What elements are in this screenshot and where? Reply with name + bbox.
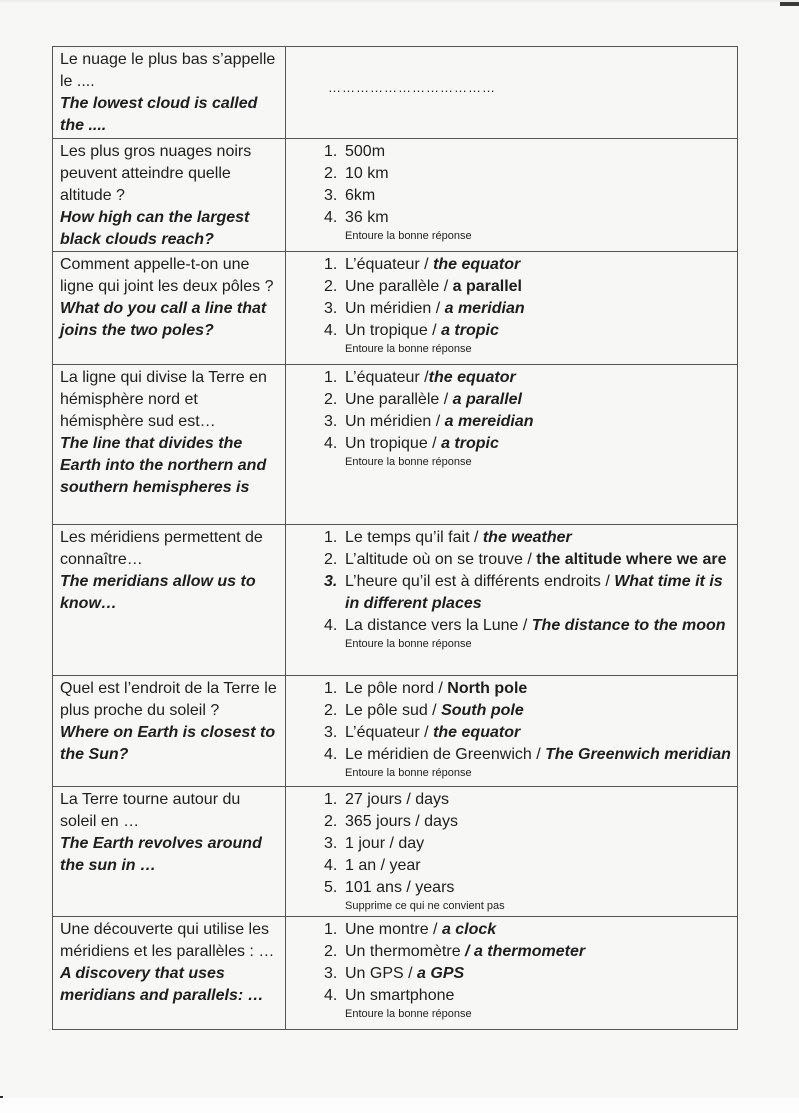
- question-cell: [53, 525, 286, 676]
- option[interactable]: [326, 722, 731, 744]
- option-en: a meridian: [444, 300, 525, 317]
- instruction: Entoure la bonne réponse: [345, 1008, 472, 1020]
- option[interactable]: [326, 919, 731, 941]
- option[interactable]: [326, 985, 731, 1007]
- question-en: The meridians allow us to know…: [60, 573, 256, 612]
- quiz-row: [53, 525, 738, 676]
- option-en: / a thermometer: [465, 943, 586, 960]
- option-number: 1.: [324, 791, 338, 808]
- question-cell: [53, 47, 286, 139]
- answer-cell: [286, 252, 738, 365]
- instruction: Entoure la bonne réponse: [345, 456, 472, 468]
- option-number: 1.: [324, 529, 338, 546]
- option-number: 4.: [324, 617, 338, 634]
- options-list: [326, 367, 731, 455]
- option-en: a mereidian: [444, 413, 534, 430]
- option-number: 4.: [324, 857, 338, 874]
- option[interactable]: [326, 276, 731, 298]
- quiz-row: [53, 365, 738, 525]
- option[interactable]: [326, 367, 731, 389]
- question-fr: Les plus gros nuages noirs peuvent atteindre quelle altitude ?: [60, 143, 252, 204]
- option-en: The distance to the moon: [531, 617, 726, 634]
- question-fr: La Terre tourne autour du soleil en …: [60, 791, 241, 830]
- option[interactable]: [326, 298, 731, 320]
- question-en: A discovery that uses meridians and parallels: …: [60, 965, 264, 1004]
- question-fr: Quel est l’endroit de la Terre le plus proche du soleil ?: [60, 680, 277, 719]
- option-fr: L’équateur /: [345, 724, 434, 741]
- quiz-row: [53, 139, 738, 252]
- option[interactable]: [326, 411, 731, 433]
- option[interactable]: [326, 320, 731, 342]
- instruction: Supprime ce qui ne convient pas: [345, 900, 505, 912]
- option[interactable]: [326, 389, 731, 411]
- option-fr: 1 an / year: [345, 857, 421, 874]
- question-cell: [53, 787, 286, 917]
- question-en: The lowest cloud is called the ....: [60, 95, 258, 134]
- option[interactable]: [326, 678, 731, 700]
- option-number: 1.: [324, 680, 338, 697]
- option-en: a tropic: [441, 322, 499, 339]
- option-en: a clock: [441, 921, 497, 938]
- answer-cell: [286, 787, 738, 917]
- option-en: South pole: [441, 702, 524, 719]
- option-en: the equator: [428, 369, 516, 386]
- question-cell: [53, 252, 286, 365]
- question-cell: [53, 676, 286, 787]
- option-fr: Un tropique /: [345, 322, 442, 339]
- answer-cell: [286, 917, 738, 1030]
- question-en: The Earth revolves around the sun in …: [60, 835, 262, 874]
- option[interactable]: [326, 185, 731, 207]
- scan-edge-top: [0, 0, 799, 3]
- quiz-row: [53, 252, 738, 365]
- option-number: 1.: [324, 256, 338, 273]
- option-fr: Un smartphone: [345, 987, 455, 1004]
- option-number: 3.: [324, 965, 338, 982]
- option-number: 4.: [324, 435, 338, 452]
- option-en: the weather: [482, 529, 572, 546]
- option-number: 5.: [324, 879, 338, 896]
- quiz-row: [53, 787, 738, 917]
- option[interactable]: [326, 571, 731, 615]
- option-number: 1.: [324, 921, 338, 938]
- question-fr: Le nuage le plus bas s’appelle le ....: [60, 51, 276, 90]
- options-list: [326, 789, 731, 899]
- option[interactable]: [326, 615, 731, 637]
- question-en: The line that divides the Earth into the northern and southern hemispheres is: [60, 435, 267, 496]
- option[interactable]: [326, 700, 731, 722]
- option[interactable]: [326, 549, 731, 571]
- option[interactable]: [326, 254, 731, 276]
- option-number: 2.: [324, 702, 338, 719]
- question-cell: [53, 365, 286, 525]
- option-en: a parallel: [452, 391, 522, 408]
- option-number: 2.: [324, 943, 338, 960]
- option-en: a GPS: [417, 965, 465, 982]
- option-number: 2.: [324, 813, 338, 830]
- scan-mark: [780, 2, 799, 6]
- option-fr: 365 jours / days: [345, 813, 458, 830]
- options-list: [326, 527, 731, 637]
- options-list: [326, 141, 731, 229]
- question-en: Where on Earth is closest to the Sun?: [60, 724, 276, 763]
- quiz-row: [53, 676, 738, 787]
- instruction: Entoure la bonne réponse: [345, 230, 472, 242]
- option-number: 2.: [324, 278, 338, 295]
- option-fr: L’équateur /: [345, 369, 429, 386]
- option-fr: 1 jour / day: [345, 835, 425, 852]
- option-fr: Une parallèle /: [345, 278, 453, 295]
- option-en: The Greenwich meridian: [545, 746, 731, 763]
- option-fr: Un thermomètre: [345, 943, 466, 960]
- option-fr: Une montre /: [345, 921, 442, 938]
- option-fr: 6km: [345, 187, 376, 204]
- quiz-table: [52, 46, 738, 1030]
- option-number: 4.: [324, 209, 338, 226]
- question-en: How high can the largest black clouds reach?: [60, 209, 250, 248]
- options-list: [326, 919, 731, 1007]
- answer-cell: [286, 676, 738, 787]
- option-number: 2.: [324, 391, 338, 408]
- option-fr: 27 jours / days: [345, 791, 450, 808]
- option-fr: Un tropique /: [345, 435, 442, 452]
- option-fr: Un méridien /: [345, 413, 445, 430]
- option[interactable]: [326, 941, 731, 963]
- instruction: Entoure la bonne réponse: [345, 767, 472, 779]
- option[interactable]: [326, 433, 731, 455]
- option-en: North pole: [447, 680, 528, 697]
- option-en: the altitude where we are: [536, 551, 727, 568]
- question-fr: Les méridiens permettent de connaître…: [60, 529, 263, 568]
- option-en: What time it is in different places: [345, 573, 723, 612]
- quiz-row: [53, 917, 738, 1030]
- option-en: a tropic: [441, 435, 499, 452]
- option[interactable]: [326, 207, 731, 229]
- option-number: 3.: [324, 413, 338, 430]
- answer-cell: [286, 139, 738, 252]
- option-fr: 36 km: [345, 209, 389, 226]
- option[interactable]: [326, 963, 731, 985]
- question-fr: Comment appelle-t-on une ligne qui joint les deux pôles ?: [60, 256, 274, 295]
- option-number: 3.: [324, 300, 338, 317]
- option-number: 3.: [324, 573, 338, 590]
- question-fr: Une découverte qui utilise les méridiens et les parallèles : …: [60, 921, 275, 960]
- option-fr: Une parallèle /: [345, 391, 453, 408]
- option-number: 2.: [324, 165, 338, 182]
- option-fr: Le pôle sud /: [345, 702, 442, 719]
- option[interactable]: [326, 163, 731, 185]
- option-fr: L’heure qu’il est à différents endroits /: [345, 573, 615, 590]
- options-list: [326, 678, 731, 766]
- option[interactable]: [326, 141, 731, 163]
- option-fr: Le méridien de Greenwich /: [345, 746, 546, 763]
- option-number: 4.: [324, 987, 338, 1004]
- scan-bottom-strip: [0, 1098, 799, 1113]
- option-fr: Un GPS /: [345, 965, 418, 982]
- instruction: Entoure la bonne réponse: [345, 343, 472, 355]
- question-en: What do you call a line that joins the two poles?: [60, 300, 267, 339]
- question-fr: La ligne qui divise la Terre en hémisphère nord et hémisphère sud est…: [60, 369, 267, 430]
- option-en: the equator: [433, 256, 521, 273]
- option-fr: Le pôle nord /: [345, 680, 448, 697]
- option-number: 3.: [324, 724, 338, 741]
- answer-blank[interactable]: ………………………………: [328, 80, 496, 95]
- option-fr: Le temps qu’il fait /: [345, 529, 483, 546]
- option-number: 1.: [324, 143, 338, 160]
- option-en: a parallel: [452, 278, 522, 295]
- instruction: Entoure la bonne réponse: [345, 638, 472, 650]
- option-number: 4.: [324, 322, 338, 339]
- question-cell: [53, 917, 286, 1030]
- option-number: 1.: [324, 369, 338, 386]
- quiz-row: [53, 47, 738, 139]
- option-number: 2.: [324, 551, 338, 568]
- options-list: [326, 254, 731, 342]
- option-number: 4.: [324, 746, 338, 763]
- option-fr: 101 ans / years: [345, 879, 455, 896]
- option-fr: La distance vers la Lune /: [345, 617, 532, 634]
- answer-cell[interactable]: [286, 47, 738, 139]
- question-cell: [53, 139, 286, 252]
- option[interactable]: [326, 811, 731, 833]
- option-number: 3.: [324, 187, 338, 204]
- option-fr: 500m: [345, 143, 386, 160]
- option[interactable]: [326, 527, 731, 549]
- option[interactable]: [326, 744, 731, 766]
- answer-cell: [286, 525, 738, 676]
- answer-cell: [286, 365, 738, 525]
- option-en: the equator: [433, 724, 521, 741]
- option[interactable]: [326, 877, 731, 899]
- option-fr: Un méridien /: [345, 300, 445, 317]
- option[interactable]: [326, 833, 731, 855]
- option-fr: L’équateur /: [345, 256, 434, 273]
- option[interactable]: [326, 855, 731, 877]
- option-fr: L’altitude où on se trouve /: [345, 551, 537, 568]
- option[interactable]: [326, 789, 731, 811]
- option-number: 3.: [324, 835, 338, 852]
- option-fr: 10 km: [345, 165, 389, 182]
